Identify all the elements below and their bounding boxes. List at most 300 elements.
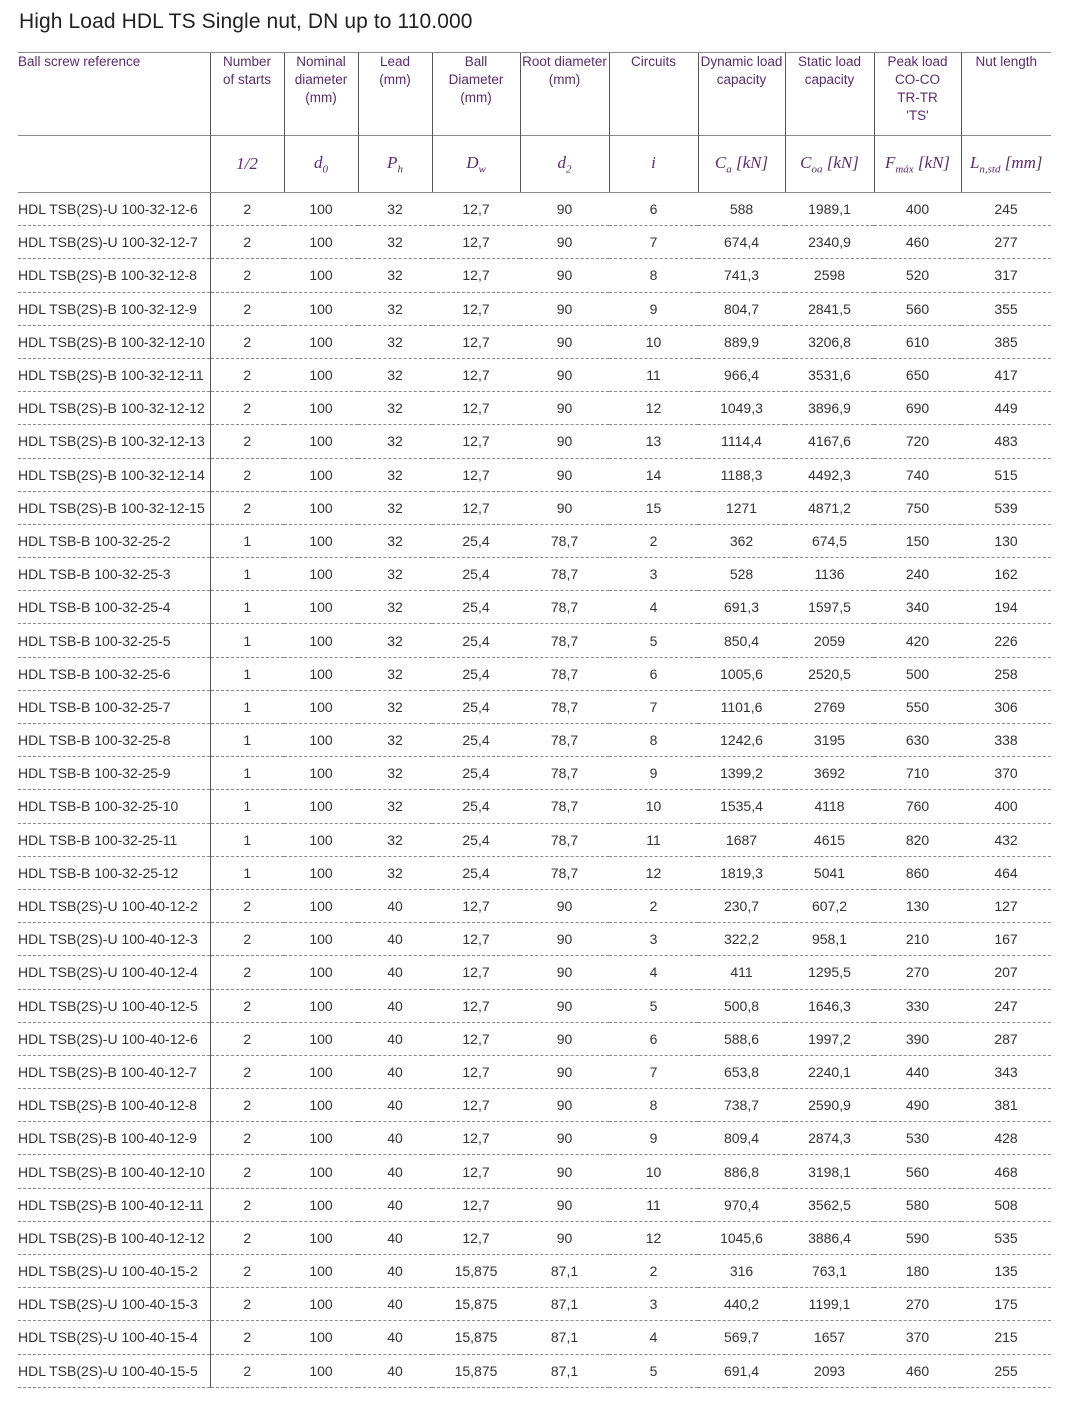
value-cell: 2 xyxy=(210,1354,284,1387)
value-cell: 674,5 xyxy=(785,524,874,557)
header-line: Ball xyxy=(464,54,488,69)
value-cell: 1 xyxy=(210,657,284,690)
value-cell: 90 xyxy=(520,392,609,425)
value-cell: 78,7 xyxy=(520,790,609,823)
symbol-base: F xyxy=(884,152,896,172)
value-cell: 32 xyxy=(358,392,432,425)
value-cell: 966,4 xyxy=(698,358,785,391)
value-cell: 100 xyxy=(284,358,358,391)
value-cell: 1 xyxy=(210,724,284,757)
header-line: (mm) xyxy=(305,90,337,105)
value-cell: 12,7 xyxy=(432,1055,520,1088)
reference-cell: HDL TSB(2S)-B 100-32-12-8 xyxy=(18,259,210,292)
value-cell: 32 xyxy=(358,856,432,889)
value-cell: 4492,3 xyxy=(785,458,874,491)
table-row xyxy=(18,458,1051,491)
value-cell: 78,7 xyxy=(520,591,609,624)
value-cell: 3 xyxy=(609,923,698,956)
value-cell: 508 xyxy=(961,1188,1051,1221)
table-row xyxy=(18,591,1051,624)
header-line: of starts xyxy=(222,72,271,87)
symbol-subscript: 2 xyxy=(566,163,572,176)
value-cell: 130 xyxy=(961,524,1051,557)
value-cell: 710 xyxy=(874,757,961,790)
symbol-subscript: máx xyxy=(895,163,914,176)
value-cell: 90 xyxy=(520,1188,609,1221)
value-cell: 338 xyxy=(961,724,1051,757)
value-cell: 420 xyxy=(874,624,961,657)
value-cell: 258 xyxy=(961,657,1051,690)
value-cell: 12,7 xyxy=(432,193,520,226)
value-cell: 12,7 xyxy=(432,1089,520,1122)
col-header-peak xyxy=(874,53,961,136)
value-cell: 850,4 xyxy=(698,624,785,657)
value-cell: 78,7 xyxy=(520,657,609,690)
value-cell: 40 xyxy=(358,1255,432,1288)
value-cell: 1989,1 xyxy=(785,193,874,226)
reference-cell: HDL TSB-B 100-32-25-6 xyxy=(18,657,210,690)
value-cell: 2 xyxy=(210,392,284,425)
value-cell: 230,7 xyxy=(698,889,785,922)
value-cell: 78,7 xyxy=(520,524,609,557)
value-cell: 2 xyxy=(210,1288,284,1321)
value-cell: 432 xyxy=(961,823,1051,856)
symbol-starts: 1/2 xyxy=(210,136,284,193)
table-body xyxy=(18,193,1051,1388)
value-cell: 3886,4 xyxy=(785,1221,874,1254)
value-cell: 127 xyxy=(961,889,1051,922)
value-cell: 32 xyxy=(358,624,432,657)
value-cell: 5 xyxy=(609,989,698,1022)
value-cell: 2 xyxy=(210,458,284,491)
value-cell: 588,6 xyxy=(698,1022,785,1055)
value-cell: 175 xyxy=(961,1288,1051,1321)
table-row xyxy=(18,1022,1051,1055)
value-cell: 2 xyxy=(210,325,284,358)
value-cell: 468 xyxy=(961,1155,1051,1188)
value-cell: 1687 xyxy=(698,823,785,856)
value-cell: 674,4 xyxy=(698,226,785,259)
symbol-base: C xyxy=(714,152,727,172)
value-cell: 78,7 xyxy=(520,724,609,757)
table-row xyxy=(18,1321,1051,1354)
value-cell: 2 xyxy=(210,1122,284,1155)
value-cell: 12,7 xyxy=(432,989,520,1022)
value-cell: 4167,6 xyxy=(785,425,874,458)
value-cell: 240 xyxy=(874,558,961,591)
reference-cell: HDL TSB(2S)-B 100-40-12-11 xyxy=(18,1188,210,1221)
col-header-circuits xyxy=(609,53,698,136)
reference-cell: HDL TSB(2S)-U 100-40-12-2 xyxy=(18,889,210,922)
value-cell: 12,7 xyxy=(432,226,520,259)
value-cell: 11 xyxy=(609,358,698,391)
table-row xyxy=(18,823,1051,856)
value-cell: 90 xyxy=(520,325,609,358)
value-cell: 40 xyxy=(358,1221,432,1254)
value-cell: 6 xyxy=(609,1022,698,1055)
reference-cell: HDL TSB(2S)-B 100-40-12-7 xyxy=(18,1055,210,1088)
value-cell: 400 xyxy=(874,193,961,226)
value-cell: 100 xyxy=(284,392,358,425)
value-cell: 12,7 xyxy=(432,1155,520,1188)
value-cell: 1646,3 xyxy=(785,989,874,1022)
reference-cell: HDL TSB-B 100-32-25-11 xyxy=(18,823,210,856)
table-row xyxy=(18,690,1051,723)
value-cell: 100 xyxy=(284,1321,358,1354)
symbol-subscript: n,std xyxy=(979,163,1001,176)
value-cell: 277 xyxy=(961,226,1051,259)
value-cell: 78,7 xyxy=(520,690,609,723)
header-line: capacity xyxy=(716,72,767,87)
header-line: TR-TR xyxy=(897,90,938,105)
value-cell: 15,875 xyxy=(432,1321,520,1354)
value-cell: 100 xyxy=(284,1155,358,1188)
reference-cell: HDL TSB(2S)-B 100-40-12-9 xyxy=(18,1122,210,1155)
value-cell: 12,7 xyxy=(432,458,520,491)
value-cell: 886,8 xyxy=(698,1155,785,1188)
table-row xyxy=(18,325,1051,358)
value-cell: 3 xyxy=(609,558,698,591)
reference-cell: HDL TSB-B 100-32-25-2 xyxy=(18,524,210,557)
value-cell: 1188,3 xyxy=(698,458,785,491)
value-cell: 4 xyxy=(609,956,698,989)
value-cell: 11 xyxy=(609,1188,698,1221)
value-cell: 13 xyxy=(609,425,698,458)
reference-cell: HDL TSB-B 100-32-25-3 xyxy=(18,558,210,591)
value-cell: 32 xyxy=(358,325,432,358)
value-cell: 255 xyxy=(961,1354,1051,1387)
value-cell: 2059 xyxy=(785,624,874,657)
table-row xyxy=(18,856,1051,889)
table-row xyxy=(18,724,1051,757)
value-cell: 100 xyxy=(284,325,358,358)
value-cell: 560 xyxy=(874,1155,961,1188)
reference-cell: HDL TSB(2S)-B 100-32-12-14 xyxy=(18,458,210,491)
value-cell: 691,4 xyxy=(698,1354,785,1387)
value-cell: 32 xyxy=(358,491,432,524)
value-cell: 691,3 xyxy=(698,591,785,624)
table-row xyxy=(18,193,1051,226)
value-cell: 90 xyxy=(520,292,609,325)
value-cell: 32 xyxy=(358,193,432,226)
value-cell: 2 xyxy=(210,1055,284,1088)
value-cell: 6 xyxy=(609,193,698,226)
value-cell: 100 xyxy=(284,624,358,657)
reference-cell: HDL TSB(2S)-U 100-40-15-5 xyxy=(18,1354,210,1387)
value-cell: 135 xyxy=(961,1255,1051,1288)
value-cell: 580 xyxy=(874,1188,961,1221)
value-cell: 2 xyxy=(609,1255,698,1288)
value-cell: 87,1 xyxy=(520,1255,609,1288)
value-cell: 2 xyxy=(210,956,284,989)
symbol-subscript: 0 xyxy=(322,163,328,176)
value-cell: 2 xyxy=(210,1089,284,1122)
value-cell: 2841,5 xyxy=(785,292,874,325)
value-cell: 100 xyxy=(284,823,358,856)
value-cell: 78,7 xyxy=(520,558,609,591)
value-cell: 2 xyxy=(210,1188,284,1221)
table-row xyxy=(18,989,1051,1022)
table-row xyxy=(18,1255,1051,1288)
value-cell: 500,8 xyxy=(698,989,785,1022)
value-cell: 2 xyxy=(210,1022,284,1055)
reference-cell: HDL TSB-B 100-32-25-9 xyxy=(18,757,210,790)
value-cell: 5 xyxy=(609,1354,698,1387)
table-row xyxy=(18,790,1051,823)
value-cell: 1 xyxy=(210,690,284,723)
value-cell: 3195 xyxy=(785,724,874,757)
reference-cell: HDL TSB(2S)-U 100-40-12-5 xyxy=(18,989,210,1022)
value-cell: 25,4 xyxy=(432,524,520,557)
value-cell: 90 xyxy=(520,358,609,391)
value-cell: 130 xyxy=(874,889,961,922)
value-cell: 12,7 xyxy=(432,491,520,524)
header-line: Peak load xyxy=(887,54,948,69)
value-cell: 11 xyxy=(609,823,698,856)
value-cell: 245 xyxy=(961,193,1051,226)
symbol-base: P xyxy=(387,152,398,172)
value-cell: 460 xyxy=(874,226,961,259)
value-cell: 40 xyxy=(358,989,432,1022)
value-cell: 2598 xyxy=(785,259,874,292)
value-cell: 7 xyxy=(609,690,698,723)
value-cell: 90 xyxy=(520,458,609,491)
header-line: Circuits xyxy=(630,54,676,69)
value-cell: 25,4 xyxy=(432,690,520,723)
value-cell: 40 xyxy=(358,1055,432,1088)
value-cell: 10 xyxy=(609,1155,698,1188)
value-cell: 820 xyxy=(874,823,961,856)
value-cell: 1199,1 xyxy=(785,1288,874,1321)
value-cell: 12 xyxy=(609,1221,698,1254)
value-cell: 889,9 xyxy=(698,325,785,358)
value-cell: 1271 xyxy=(698,491,785,524)
header-line: capacity xyxy=(804,72,855,87)
value-cell: 32 xyxy=(358,524,432,557)
value-cell: 32 xyxy=(358,591,432,624)
table-row xyxy=(18,1155,1051,1188)
value-cell: 1 xyxy=(210,591,284,624)
value-cell: 32 xyxy=(358,823,432,856)
value-cell: 528 xyxy=(698,558,785,591)
value-cell: 4 xyxy=(609,1321,698,1354)
reference-cell: HDL TSB(2S)-B 100-32-12-15 xyxy=(18,491,210,524)
value-cell: 247 xyxy=(961,989,1051,1022)
symbol-base: L xyxy=(969,152,980,172)
reference-cell: HDL TSB(2S)-U 100-40-15-2 xyxy=(18,1255,210,1288)
value-cell: 100 xyxy=(284,292,358,325)
value-cell: 12,7 xyxy=(432,1022,520,1055)
value-cell: 500 xyxy=(874,657,961,690)
value-cell: 32 xyxy=(358,259,432,292)
value-cell: 1 xyxy=(210,856,284,889)
value-cell: 100 xyxy=(284,558,358,591)
table-row xyxy=(18,292,1051,325)
value-cell: 690 xyxy=(874,392,961,425)
value-cell: 460 xyxy=(874,1354,961,1387)
value-cell: 530 xyxy=(874,1122,961,1155)
value-cell: 1 xyxy=(210,558,284,591)
value-cell: 1242,6 xyxy=(698,724,785,757)
value-cell: 1295,5 xyxy=(785,956,874,989)
value-cell: 362 xyxy=(698,524,785,557)
col-header-starts xyxy=(210,53,284,136)
value-cell: 100 xyxy=(284,1122,358,1155)
value-cell: 569,7 xyxy=(698,1321,785,1354)
value-cell: 1114,4 xyxy=(698,425,785,458)
col-header-dynamic xyxy=(698,53,785,136)
header-line: CO-CO xyxy=(895,72,940,87)
header-line: diameter xyxy=(294,72,348,87)
value-cell: 7 xyxy=(609,1055,698,1088)
value-cell: 2 xyxy=(210,923,284,956)
table-row xyxy=(18,425,1051,458)
value-cell: 40 xyxy=(358,1089,432,1122)
value-cell: 25,4 xyxy=(432,856,520,889)
value-cell: 1045,6 xyxy=(698,1221,785,1254)
col-header-ball xyxy=(432,53,520,136)
value-cell: 2093 xyxy=(785,1354,874,1387)
value-cell: 78,7 xyxy=(520,823,609,856)
header-line: Diameter xyxy=(448,72,504,87)
header-line: (mm) xyxy=(548,72,581,87)
value-cell: 306 xyxy=(961,690,1051,723)
value-cell: 100 xyxy=(284,856,358,889)
value-cell: 3692 xyxy=(785,757,874,790)
symbol-base: d xyxy=(314,152,323,172)
value-cell: 1399,2 xyxy=(698,757,785,790)
value-cell: 40 xyxy=(358,1022,432,1055)
value-cell: 12,7 xyxy=(432,923,520,956)
value-cell: 2590,9 xyxy=(785,1089,874,1122)
symbol-root xyxy=(520,136,609,193)
table-row xyxy=(18,1122,1051,1155)
reference-cell: HDL TSB(2S)-B 100-32-12-13 xyxy=(18,425,210,458)
value-cell: 8 xyxy=(609,259,698,292)
symbol-subscript: oa xyxy=(811,163,823,176)
value-cell: 287 xyxy=(961,1022,1051,1055)
value-cell: 8 xyxy=(609,724,698,757)
value-cell: 25,4 xyxy=(432,558,520,591)
reference-cell: HDL TSB-B 100-32-25-7 xyxy=(18,690,210,723)
value-cell: 90 xyxy=(520,923,609,956)
col-header-lead xyxy=(358,53,432,136)
value-cell: 14 xyxy=(609,458,698,491)
value-cell: 2 xyxy=(210,1155,284,1188)
table-row xyxy=(18,624,1051,657)
value-cell: 317 xyxy=(961,259,1051,292)
value-cell: 4615 xyxy=(785,823,874,856)
value-cell: 12,7 xyxy=(432,889,520,922)
value-cell: 32 xyxy=(358,757,432,790)
value-cell: 1997,2 xyxy=(785,1022,874,1055)
value-cell: 90 xyxy=(520,1221,609,1254)
value-cell: 215 xyxy=(961,1321,1051,1354)
value-cell: 100 xyxy=(284,790,358,823)
value-cell: 738,7 xyxy=(698,1089,785,1122)
table-row xyxy=(18,524,1051,557)
value-cell: 25,4 xyxy=(432,757,520,790)
value-cell: 100 xyxy=(284,1255,358,1288)
table-row xyxy=(18,358,1051,391)
header-line: Number xyxy=(222,54,271,69)
value-cell: 6 xyxy=(609,657,698,690)
value-cell: 10 xyxy=(609,790,698,823)
header-line: Static load xyxy=(797,54,862,69)
ball-screw-table xyxy=(18,52,1051,1388)
value-cell: 1136 xyxy=(785,558,874,591)
value-cell: 1 xyxy=(210,624,284,657)
value-cell: 535 xyxy=(961,1221,1051,1254)
value-cell: 226 xyxy=(961,624,1051,657)
value-cell: 12,7 xyxy=(432,392,520,425)
header-line: Lead xyxy=(379,54,411,69)
reference-cell: HDL TSB(2S)-U 100-40-12-3 xyxy=(18,923,210,956)
value-cell: 40 xyxy=(358,1321,432,1354)
value-cell: 32 xyxy=(358,458,432,491)
col-header-root xyxy=(520,53,609,136)
value-cell: 270 xyxy=(874,956,961,989)
value-cell: 25,4 xyxy=(432,591,520,624)
value-cell: 5041 xyxy=(785,856,874,889)
reference-cell: HDL TSB(2S)-B 100-40-12-8 xyxy=(18,1089,210,1122)
value-cell: 100 xyxy=(284,591,358,624)
table-row xyxy=(18,923,1051,956)
symbol-nut xyxy=(961,136,1051,193)
header-row xyxy=(18,53,1051,136)
reference-cell: HDL TSB(2S)-B 100-32-12-11 xyxy=(18,358,210,391)
value-cell: 1 xyxy=(210,790,284,823)
table-row xyxy=(18,1354,1051,1387)
value-cell: 653,8 xyxy=(698,1055,785,1088)
value-cell: 100 xyxy=(284,226,358,259)
value-cell: 1 xyxy=(210,524,284,557)
value-cell: 607,2 xyxy=(785,889,874,922)
value-cell: 1049,3 xyxy=(698,392,785,425)
value-cell: 2 xyxy=(210,226,284,259)
value-cell: 100 xyxy=(284,425,358,458)
table-row xyxy=(18,392,1051,425)
value-cell: 9 xyxy=(609,292,698,325)
value-cell: 78,7 xyxy=(520,856,609,889)
table-row xyxy=(18,1055,1051,1088)
value-cell: 90 xyxy=(520,1022,609,1055)
symbol-unit: [kN] xyxy=(822,152,859,172)
table-row xyxy=(18,657,1051,690)
symbol-peak xyxy=(874,136,961,193)
value-cell: 400 xyxy=(961,790,1051,823)
symbol-subscript: h xyxy=(397,163,403,176)
col-header-static xyxy=(785,53,874,136)
symbol-unit: [kN] xyxy=(731,152,769,172)
symbol-subscript: w xyxy=(478,163,486,176)
symbol-ball xyxy=(432,136,520,193)
value-cell: 550 xyxy=(874,690,961,723)
value-cell: 32 xyxy=(358,790,432,823)
value-cell: 12,7 xyxy=(432,259,520,292)
value-cell: 32 xyxy=(358,226,432,259)
value-cell: 411 xyxy=(698,956,785,989)
value-cell: 390 xyxy=(874,1022,961,1055)
reference-cell: HDL TSB-B 100-32-25-5 xyxy=(18,624,210,657)
value-cell: 355 xyxy=(961,292,1051,325)
value-cell: 2 xyxy=(210,193,284,226)
table-row xyxy=(18,757,1051,790)
value-cell: 2 xyxy=(609,889,698,922)
header-line: Root diameter xyxy=(522,54,607,69)
value-cell: 2 xyxy=(210,1221,284,1254)
symbol-base: d xyxy=(557,152,566,172)
